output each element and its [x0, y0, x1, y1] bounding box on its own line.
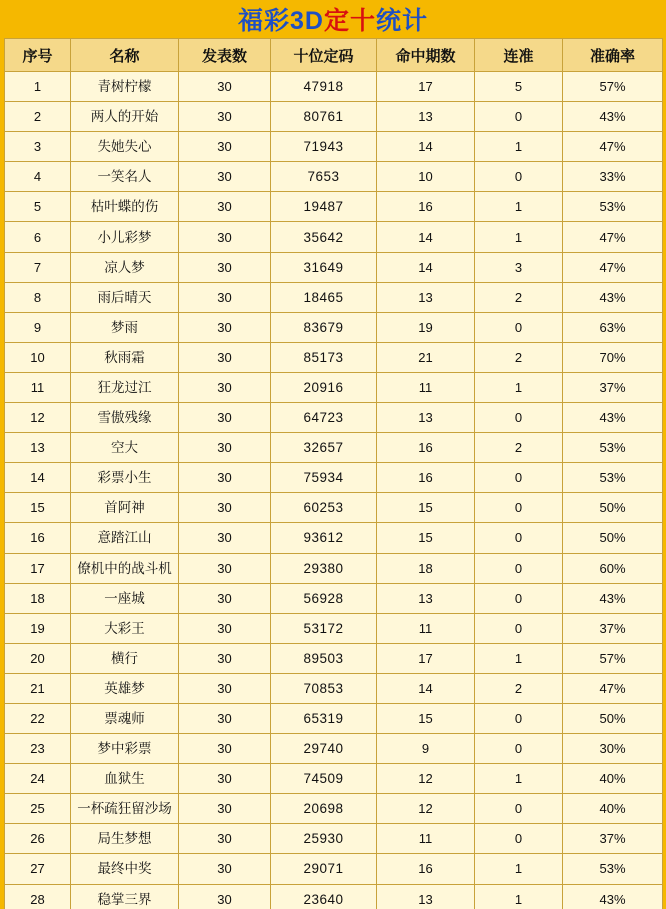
- cell-accuracy: 40%: [563, 794, 663, 824]
- cell-index: 19: [5, 613, 71, 643]
- cell-accuracy: 40%: [563, 764, 663, 794]
- table-row: [5, 794, 663, 824]
- table-row: [5, 102, 663, 132]
- cell-accuracy: 30%: [563, 734, 663, 764]
- cell-index: 5: [5, 192, 71, 222]
- table-row: [5, 523, 663, 553]
- cell-index: 20: [5, 643, 71, 673]
- cell-accuracy: 50%: [563, 493, 663, 523]
- cell-hit-periods: 17: [377, 643, 475, 673]
- cell-name: 小儿彩梦: [71, 222, 179, 252]
- cell-hit-periods: 18: [377, 553, 475, 583]
- cell-hit-periods: 13: [377, 884, 475, 909]
- table-row: [5, 583, 663, 613]
- cell-accuracy: 53%: [563, 433, 663, 463]
- cell-post-count: 30: [179, 192, 271, 222]
- cell-post-count: 30: [179, 764, 271, 794]
- cell-hit-periods: 19: [377, 312, 475, 342]
- cell-tens-code: 53172: [271, 613, 377, 643]
- table-row: [5, 252, 663, 282]
- cell-index: 12: [5, 403, 71, 433]
- cell-name: 秋雨霜: [71, 342, 179, 372]
- table-row: [5, 282, 663, 312]
- column-header-post-count: 发表数: [179, 39, 271, 72]
- cell-accuracy: 53%: [563, 463, 663, 493]
- table-row: [5, 342, 663, 372]
- cell-index: 23: [5, 734, 71, 764]
- cell-name: 血狱生: [71, 764, 179, 794]
- table-row: [5, 312, 663, 342]
- page-title-part2: 定十: [323, 6, 376, 35]
- cell-hit-periods: 15: [377, 493, 475, 523]
- cell-accuracy: 57%: [563, 72, 663, 102]
- cell-tens-code: 18465: [271, 282, 377, 312]
- cell-hit-periods: 16: [377, 433, 475, 463]
- cell-hit-periods: 14: [377, 252, 475, 282]
- cell-index: 11: [5, 372, 71, 402]
- cell-streak: 0: [475, 102, 563, 132]
- cell-streak: 1: [475, 372, 563, 402]
- cell-name: 狂龙过江: [71, 372, 179, 402]
- cell-hit-periods: 12: [377, 794, 475, 824]
- cell-accuracy: 43%: [563, 884, 663, 909]
- cell-post-count: 30: [179, 282, 271, 312]
- cell-tens-code: 85173: [271, 342, 377, 372]
- cell-name: 票魂师: [71, 703, 179, 733]
- cell-index: 18: [5, 583, 71, 613]
- cell-name: 失她失心: [71, 132, 179, 162]
- cell-tens-code: 83679: [271, 312, 377, 342]
- cell-index: 28: [5, 884, 71, 909]
- cell-hit-periods: 17: [377, 72, 475, 102]
- cell-post-count: 30: [179, 613, 271, 643]
- cell-tens-code: 20916: [271, 372, 377, 402]
- table-row: [5, 222, 663, 252]
- cell-streak: 0: [475, 734, 563, 764]
- cell-streak: 1: [475, 192, 563, 222]
- cell-streak: 0: [475, 613, 563, 643]
- cell-tens-code: 25930: [271, 824, 377, 854]
- cell-streak: 0: [475, 312, 563, 342]
- cell-index: 6: [5, 222, 71, 252]
- cell-index: 3: [5, 132, 71, 162]
- cell-hit-periods: 16: [377, 192, 475, 222]
- table-row: [5, 553, 663, 583]
- cell-index: 21: [5, 673, 71, 703]
- cell-hit-periods: 15: [377, 703, 475, 733]
- cell-post-count: 30: [179, 102, 271, 132]
- cell-index: 26: [5, 824, 71, 854]
- cell-streak: 5: [475, 72, 563, 102]
- cell-accuracy: 43%: [563, 102, 663, 132]
- cell-hit-periods: 14: [377, 673, 475, 703]
- cell-tens-code: 32657: [271, 433, 377, 463]
- cell-streak: 2: [475, 433, 563, 463]
- cell-streak: 2: [475, 342, 563, 372]
- cell-post-count: 30: [179, 252, 271, 282]
- cell-name: 雨后晴天: [71, 282, 179, 312]
- cell-tens-code: 60253: [271, 493, 377, 523]
- cell-hit-periods: 11: [377, 613, 475, 643]
- cell-index: 15: [5, 493, 71, 523]
- cell-name: 枯叶蝶的伤: [71, 192, 179, 222]
- cell-streak: 1: [475, 854, 563, 884]
- table-row: [5, 463, 663, 493]
- cell-tens-code: 23640: [271, 884, 377, 909]
- cell-post-count: 30: [179, 884, 271, 909]
- cell-hit-periods: 10: [377, 162, 475, 192]
- cell-index: 1: [5, 72, 71, 102]
- cell-hit-periods: 16: [377, 854, 475, 884]
- cell-name: 僚机中的战斗机: [71, 553, 179, 583]
- cell-hit-periods: 16: [377, 463, 475, 493]
- cell-streak: 1: [475, 132, 563, 162]
- cell-post-count: 30: [179, 703, 271, 733]
- cell-accuracy: 47%: [563, 673, 663, 703]
- cell-name: 空大: [71, 433, 179, 463]
- cell-tens-code: 93612: [271, 523, 377, 553]
- cell-accuracy: 50%: [563, 523, 663, 553]
- cell-name: 最终中奖: [71, 854, 179, 884]
- cell-post-count: 30: [179, 854, 271, 884]
- cell-accuracy: 43%: [563, 403, 663, 433]
- cell-accuracy: 63%: [563, 312, 663, 342]
- cell-post-count: 30: [179, 794, 271, 824]
- cell-accuracy: 53%: [563, 192, 663, 222]
- cell-post-count: 30: [179, 734, 271, 764]
- cell-name: 凉人梦: [71, 252, 179, 282]
- cell-tens-code: 31649: [271, 252, 377, 282]
- cell-index: 13: [5, 433, 71, 463]
- cell-index: 4: [5, 162, 71, 192]
- cell-post-count: 30: [179, 643, 271, 673]
- cell-name: 雪傲残缘: [71, 403, 179, 433]
- cell-tens-code: 29740: [271, 734, 377, 764]
- cell-accuracy: 37%: [563, 372, 663, 402]
- table-row: [5, 493, 663, 523]
- cell-post-count: 30: [179, 463, 271, 493]
- statistics-table: [4, 38, 663, 909]
- column-header-accuracy: 准确率: [563, 39, 663, 72]
- cell-streak: 0: [475, 794, 563, 824]
- cell-hit-periods: 11: [377, 372, 475, 402]
- cell-accuracy: 47%: [563, 132, 663, 162]
- cell-post-count: 30: [179, 72, 271, 102]
- cell-accuracy: 47%: [563, 252, 663, 282]
- cell-streak: 0: [475, 553, 563, 583]
- cell-tens-code: 75934: [271, 463, 377, 493]
- table-header-row: [5, 39, 663, 72]
- cell-name: 一座城: [71, 583, 179, 613]
- cell-name: 梦中彩票: [71, 734, 179, 764]
- cell-hit-periods: 15: [377, 523, 475, 553]
- cell-name: 横行: [71, 643, 179, 673]
- cell-accuracy: 37%: [563, 824, 663, 854]
- cell-accuracy: 70%: [563, 342, 663, 372]
- cell-post-count: 30: [179, 132, 271, 162]
- cell-streak: 2: [475, 282, 563, 312]
- cell-name: 青树柠檬: [71, 72, 179, 102]
- cell-index: 14: [5, 463, 71, 493]
- cell-tens-code: 64723: [271, 403, 377, 433]
- cell-name: 彩票小生: [71, 463, 179, 493]
- cell-hit-periods: 9: [377, 734, 475, 764]
- table-row: [5, 372, 663, 402]
- cell-streak: 0: [475, 583, 563, 613]
- table-row: [5, 403, 663, 433]
- cell-streak: 2: [475, 673, 563, 703]
- cell-index: 9: [5, 312, 71, 342]
- cell-index: 7: [5, 252, 71, 282]
- cell-name: 局生梦想: [71, 824, 179, 854]
- cell-tens-code: 29380: [271, 553, 377, 583]
- cell-post-count: 30: [179, 312, 271, 342]
- table-row: [5, 884, 663, 909]
- cell-tens-code: 47918: [271, 72, 377, 102]
- cell-post-count: 30: [179, 403, 271, 433]
- cell-streak: 1: [475, 222, 563, 252]
- column-header-hit-periods: 命中期数: [377, 39, 475, 72]
- cell-streak: 1: [475, 643, 563, 673]
- cell-post-count: 30: [179, 222, 271, 252]
- cell-tens-code: 35642: [271, 222, 377, 252]
- cell-index: 22: [5, 703, 71, 733]
- cell-hit-periods: 13: [377, 583, 475, 613]
- table-row: [5, 734, 663, 764]
- cell-tens-code: 7653: [271, 162, 377, 192]
- cell-hit-periods: 14: [377, 132, 475, 162]
- table-row: [5, 673, 663, 703]
- cell-name: 两人的开始: [71, 102, 179, 132]
- cell-post-count: 30: [179, 553, 271, 583]
- cell-tens-code: 19487: [271, 192, 377, 222]
- cell-tens-code: 71943: [271, 132, 377, 162]
- cell-tens-code: 56928: [271, 583, 377, 613]
- cell-post-count: 30: [179, 523, 271, 553]
- table-header: [5, 39, 663, 72]
- table-row: [5, 433, 663, 463]
- cell-index: 27: [5, 854, 71, 884]
- cell-post-count: 30: [179, 342, 271, 372]
- cell-accuracy: 50%: [563, 703, 663, 733]
- cell-name: 首阿神: [71, 493, 179, 523]
- page-title-part1: 福彩3D: [238, 6, 324, 35]
- cell-hit-periods: 21: [377, 342, 475, 372]
- cell-streak: 0: [475, 463, 563, 493]
- cell-streak: 0: [475, 523, 563, 553]
- cell-streak: 0: [475, 162, 563, 192]
- cell-post-count: 30: [179, 493, 271, 523]
- cell-post-count: 30: [179, 433, 271, 463]
- cell-accuracy: 33%: [563, 162, 663, 192]
- cell-tens-code: 89503: [271, 643, 377, 673]
- cell-accuracy: 37%: [563, 613, 663, 643]
- cell-post-count: 30: [179, 824, 271, 854]
- cell-hit-periods: 13: [377, 102, 475, 132]
- cell-post-count: 30: [179, 162, 271, 192]
- cell-name: 梦雨: [71, 312, 179, 342]
- cell-post-count: 30: [179, 372, 271, 402]
- page-title-bar: [4, 4, 662, 38]
- column-header-name: 名称: [71, 39, 179, 72]
- cell-index: 24: [5, 764, 71, 794]
- cell-tens-code: 70853: [271, 673, 377, 703]
- cell-hit-periods: 11: [377, 824, 475, 854]
- cell-streak: 0: [475, 493, 563, 523]
- table-row: [5, 703, 663, 733]
- cell-tens-code: 74509: [271, 764, 377, 794]
- page-title-part3: 统计: [375, 6, 428, 35]
- table-row: [5, 132, 663, 162]
- cell-streak: 1: [475, 884, 563, 909]
- cell-name: 英雄梦: [71, 673, 179, 703]
- cell-streak: 3: [475, 252, 563, 282]
- cell-streak: 1: [475, 764, 563, 794]
- table-row: [5, 824, 663, 854]
- table-row: [5, 643, 663, 673]
- table-row: [5, 72, 663, 102]
- table-row: [5, 162, 663, 192]
- cell-accuracy: 60%: [563, 553, 663, 583]
- table-row: [5, 613, 663, 643]
- column-header-streak: 连准: [475, 39, 563, 72]
- page-title: [238, 6, 428, 35]
- cell-index: 10: [5, 342, 71, 372]
- cell-name: 大彩王: [71, 613, 179, 643]
- cell-post-count: 30: [179, 673, 271, 703]
- cell-index: 17: [5, 553, 71, 583]
- cell-streak: 0: [475, 824, 563, 854]
- cell-accuracy: 43%: [563, 583, 663, 613]
- column-header-tens-code: 十位定码: [271, 39, 377, 72]
- cell-hit-periods: 14: [377, 222, 475, 252]
- cell-tens-code: 65319: [271, 703, 377, 733]
- table-row: [5, 192, 663, 222]
- cell-hit-periods: 13: [377, 403, 475, 433]
- column-header-index: 序号: [5, 39, 71, 72]
- cell-accuracy: 47%: [563, 222, 663, 252]
- cell-post-count: 30: [179, 583, 271, 613]
- cell-name: 一笑名人: [71, 162, 179, 192]
- cell-accuracy: 57%: [563, 643, 663, 673]
- cell-name: 意踏江山: [71, 523, 179, 553]
- cell-tens-code: 29071: [271, 854, 377, 884]
- table-row: [5, 854, 663, 884]
- cell-index: 8: [5, 282, 71, 312]
- cell-hit-periods: 12: [377, 764, 475, 794]
- cell-streak: 0: [475, 703, 563, 733]
- cell-accuracy: 53%: [563, 854, 663, 884]
- cell-hit-periods: 13: [377, 282, 475, 312]
- cell-tens-code: 80761: [271, 102, 377, 132]
- cell-index: 2: [5, 102, 71, 132]
- cell-index: 25: [5, 794, 71, 824]
- cell-name: 稳掌三界: [71, 884, 179, 909]
- cell-streak: 0: [475, 403, 563, 433]
- cell-index: 16: [5, 523, 71, 553]
- cell-name: 一杯疏狂留沙场: [71, 794, 179, 824]
- table-row: [5, 764, 663, 794]
- table-body: [5, 72, 663, 909]
- cell-tens-code: 20698: [271, 794, 377, 824]
- cell-accuracy: 43%: [563, 282, 663, 312]
